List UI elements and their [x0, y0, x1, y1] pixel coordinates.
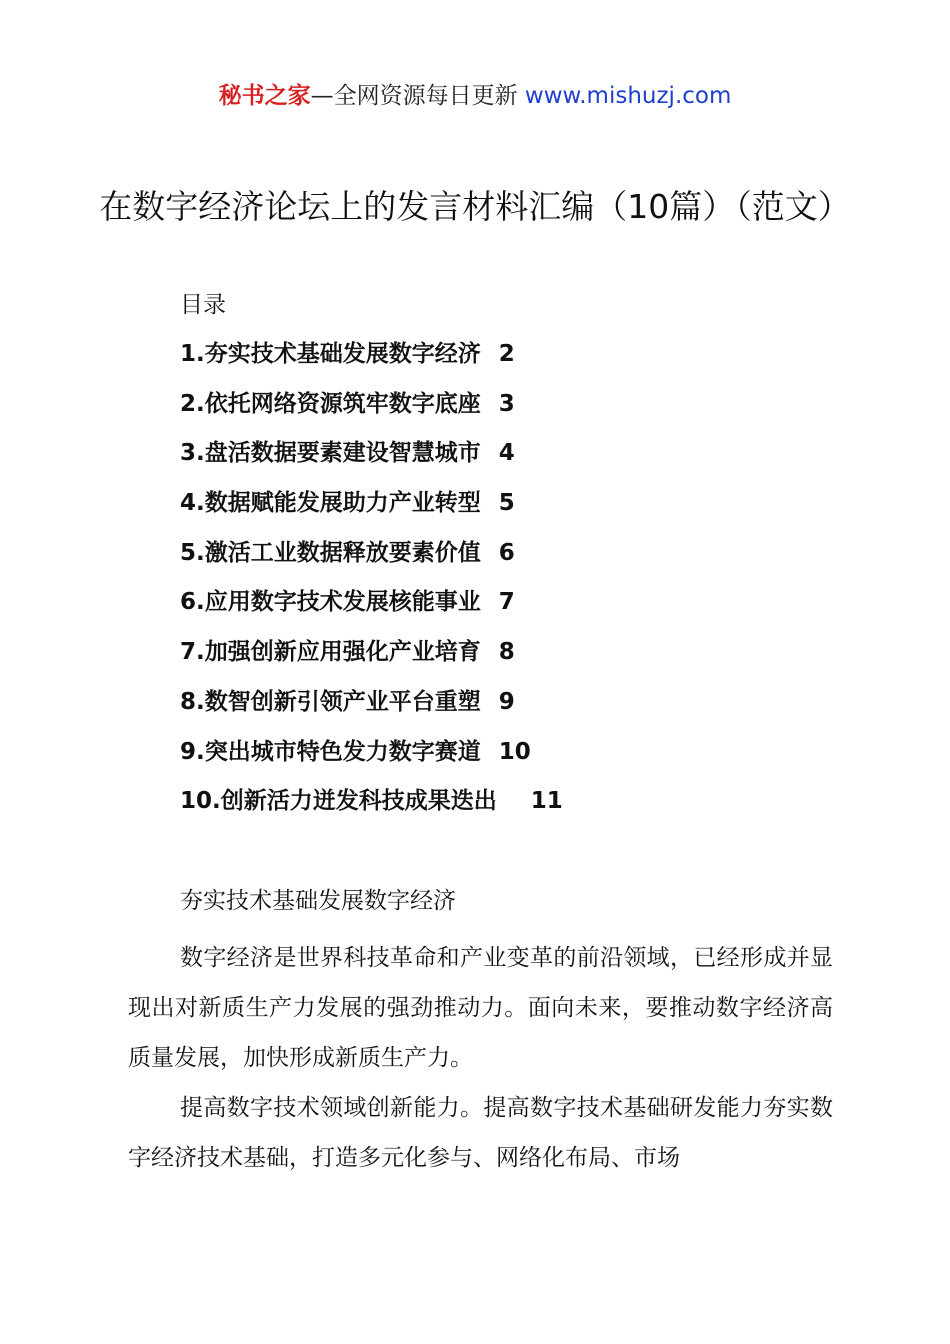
toc-item[interactable] — [180, 337, 563, 387]
toc-item[interactable] — [180, 536, 563, 586]
body-paragraph: 提高数字技术领域创新能力。提高数字技术基础研发能力夯实数字经济技术基础，打造多元化参与、网络化布局、市场 — [128, 1095, 833, 1171]
toc-item-page: 3 — [498, 390, 515, 417]
toc-item-label: 5.激活工业数据释放要素价值 — [180, 539, 481, 566]
toc-item[interactable] — [180, 486, 563, 536]
site-slogan: —全网资源每日更新 — [310, 83, 518, 109]
toc-item[interactable] — [180, 735, 563, 785]
toc-item[interactable] — [180, 784, 563, 834]
toc-item-label: 4.数据赋能发展助力产业转型 — [180, 490, 481, 517]
toc-item[interactable] — [180, 585, 563, 635]
toc-item[interactable] — [180, 436, 563, 486]
toc-item-label: 1.夯实技术基础发展数字经济 — [180, 341, 481, 367]
site-brand: 秘书之家 — [218, 83, 311, 109]
site-header — [0, 80, 950, 112]
table-of-contents — [180, 337, 563, 834]
toc-item-label: 6.应用数字技术发展核能事业 — [180, 589, 481, 616]
toc-item-page: 2 — [498, 341, 515, 367]
toc-item[interactable] — [180, 635, 563, 685]
toc-item-label: 3.盘活数据要素建设智慧城市 — [180, 440, 481, 467]
body-paragraph: 数字经济是世界科技革命和产业变革的前沿领域，已经形成并显现出对新质生产力发展的强劲推动力。面向未来，要推动数字经济高质量发展，加快形成新质生产力。 — [128, 945, 833, 1071]
toc-item-label: 9.突出城市特色发力数字赛道 — [180, 738, 481, 765]
toc-item-label: 2.依托网络资源筑牢数字底座 — [180, 390, 481, 417]
site-url-link[interactable]: www.mishuzj.com — [524, 83, 732, 109]
toc-heading: 目录 — [180, 292, 226, 318]
toc-item-page: 10 — [498, 738, 531, 765]
toc-item-page: 8 — [498, 639, 515, 666]
toc-item-label: 8.数智创新引领产业平台重塑 — [180, 688, 481, 715]
toc-item[interactable] — [180, 685, 563, 735]
toc-item-page: 4 — [498, 440, 515, 467]
toc-item-page: 6 — [498, 539, 515, 566]
toc-item-page: 7 — [498, 589, 515, 616]
document-title: 在数字经济论坛上的发言材料汇编（10篇）（范文） — [99, 187, 851, 226]
toc-item-page: 11 — [530, 788, 563, 815]
toc-item-page: 5 — [498, 490, 515, 517]
toc-item-label: 7.加强创新应用强化产业培育 — [180, 639, 481, 666]
section-title: 夯实技术基础发展数字经济 — [180, 888, 456, 914]
toc-item-page: 9 — [498, 688, 515, 715]
toc-item[interactable] — [180, 387, 563, 437]
toc-item-label: 10.创新活力迸发科技成果迭出 — [180, 788, 497, 815]
